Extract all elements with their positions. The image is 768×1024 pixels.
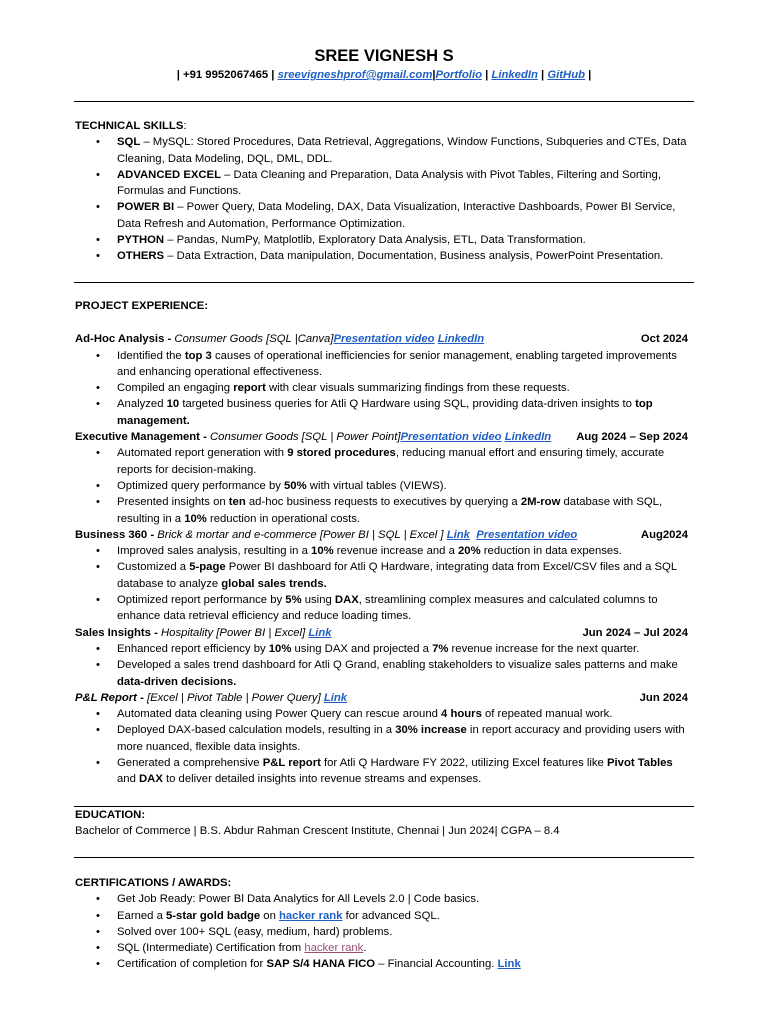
list-item: • Optimized query performance by 50% with virtual tables (VIEWS). (75, 478, 690, 494)
skills-title: TECHNICAL SKILLS (75, 120, 184, 132)
list-item: • Developed a sales trend dashboard for Atli Q Grand, enabling stakeholders to visualize sales patterns and make data-driven decisions. (75, 657, 690, 690)
list-item: • SQL (Intermediate) Certification from hacker rank. (75, 940, 690, 956)
certificate-link[interactable]: Link (497, 958, 521, 971)
list-item: • POWER BI – Power Query, Data Modeling, DAX, Data Visualization, Interactive Dashboards, Power BI Service, Data Refresh and Automation, Performance Optimization. (75, 199, 690, 232)
presentation-video-link[interactable]: Presentation video (476, 528, 578, 541)
project-date: Oct 2024 (640, 333, 688, 346)
list-item: • PYTHON – Pandas, NumPy, Matplotlib, Exploratory Data Analysis, ETL, Data Transformation. (75, 232, 690, 248)
list-item: • Optimized report performance by 5% using DAX, streamlining complex measures and calculated columns to enhance data retrieval efficiency and reduce loading times. (75, 592, 690, 625)
project-date: Aug 2024 – Sep 2024 (576, 431, 688, 444)
project-link[interactable]: Link (308, 626, 332, 639)
project-date: Jun 2024 (639, 691, 688, 704)
education-title: EDUCATION: (75, 809, 146, 821)
contact-line: | +91 9952067465 | sreevigneshprof@gmail.com|Portfolio | LinkedIn | GitHub | (176, 69, 592, 81)
hacker-rank-link[interactable]: hacker rank (279, 909, 343, 922)
project-header: Business 360 - Brick & mortar and e-commerce [Power BI | SQL | Excel ] Link Presentation video Aug2024 (75, 527, 690, 543)
projects-title: PROJECT EXPERIENCE: (75, 300, 209, 312)
linkedin-link[interactable]: LinkedIn (437, 333, 485, 346)
list-item: • OTHERS – Data Extraction, Data manipulation, Documentation, Business analysis, PowerPoint Presentation. (75, 248, 690, 264)
divider (74, 857, 694, 858)
email-link[interactable]: sreevigneshprof@gmail.com (277, 69, 433, 81)
list-item: • Analyzed 10 targeted business queries for Atli Q Hardware using SQL, providing data-driven insights to top management. (75, 396, 690, 429)
projects-section (75, 298, 690, 788)
phone-number: +91 9952067465 (183, 69, 269, 81)
education-section (75, 807, 690, 840)
list-item: • Customized a 5-page Power BI dashboard for Atli Q Hardware, integrating data from Excel/CSV files and a SQL database to analyze global sales trends. (75, 559, 690, 592)
project-link[interactable]: Link (446, 528, 470, 541)
education-detail: Bachelor of Commerce | B.S. Abdur Rahman Crescent Institute, Chennai | Jun 2024| CGPA – 8.4 (75, 825, 560, 838)
list-item: • Earned a 5-star gold badge on hacker rank for advanced SQL. (75, 908, 690, 924)
list-item: • Solved over 100+ SQL (easy, medium, hard) problems. (75, 924, 690, 940)
list-item: • Generated a comprehensive P&L report for Atli Q Hardware FY 2022, utilizing Excel features like Pivot Tables and DAX to deliver detailed insights into revenue streams and expenses. (75, 755, 690, 788)
list-item: • Identified the top 3 causes of operational inefficiencies for senior management, enabling targeted improvements and enhancing operational effectiveness. (75, 348, 690, 381)
presentation-video-link[interactable]: Presentation video (333, 333, 435, 346)
list-item: • Automated report generation with 9 stored procedures, reducing manual effort and ensuring timely, accurate reports for decision-making. (75, 445, 690, 478)
linkedin-link[interactable]: LinkedIn (504, 431, 552, 444)
project-date: Aug2024 (640, 528, 688, 541)
certifications-section (75, 875, 690, 973)
certifications-title: CERTIFICATIONS / AWARDS: (75, 877, 232, 889)
portfolio-link[interactable]: Portfolio (435, 69, 482, 81)
list-item: • Compiled an engaging report with clear visuals summarizing findings from these requests. (75, 380, 690, 396)
list-item: • Get Job Ready: Power Bl Data Analytics for All Levels 2.0 | Code basics. (75, 891, 690, 907)
list-item: • ADVANCED EXCEL – Data Cleaning and Preparation, Data Analysis with Pivot Tables, Filtering and Sorting, Formulas and Functions. (75, 167, 690, 200)
hacker-rank-link[interactable]: hacker rank (304, 942, 364, 955)
skills-section: TECHNICAL SKILLS: • SQL – MySQL: Stored Procedures, Data Retrieval, Aggregations, Window Functions, Subqueries and CTEs, Data Cleaning, Data Modeling, DQL, DML, DDL. • ADVANCED EXCEL – Data Cleaning and Preparation, Data Analysis with Pivot Tables, Filtering and Sorting, Formulas and Functions. • POWER BI – Power Query, Data Modeling, DAX, Data Visualization, Interactive Dashboards, Power BI Service, Data Refresh and Automation, Performance Optimization. • PYTHON – Pandas, NumPy, Matplotlib, Exploratory Data Analysis, ETL, Data Transformation. • OTHERS – Data Extraction, Data manipulation, Documentation, Business analysis, PowerPoint Presentation. (75, 118, 690, 265)
list-item: • Automated data cleaning using Power Query can rescue around 4 hours of repeated manual work. (75, 706, 690, 722)
project-header: Sales Insights - Hospitality [Power BI | Excel] Link Jun 2024 – Jul 2024 (75, 625, 690, 641)
list-item: • Improved sales analysis, resulting in a 10% revenue increase and a 20% reduction in data expenses. (75, 543, 690, 559)
linkedin-link[interactable]: LinkedIn (491, 69, 538, 81)
candidate-name: SREE VIGNESH S (314, 47, 454, 65)
list-item: • SQL – MySQL: Stored Procedures, Data Retrieval, Aggregations, Window Functions, Subqueries and CTEs, Data Cleaning, Data Modeling, DQL, DML, DDL. (75, 134, 690, 167)
list-item: • Enhanced report efficiency by 10% using DAX and projected a 7% revenue increase for the next quarter. (75, 641, 690, 657)
skills-list (75, 134, 690, 264)
project-header: Executive Management - Consumer Goods [SQL | Power Point]Presentation video LinkedIn Aug 2024 – Sep 2024 (75, 429, 690, 445)
divider (74, 282, 694, 283)
project-header: P&L Report - [Excel | Pivot Table | Power Query] Link Jun 2024 (75, 690, 690, 706)
list-item: • Presented insights on ten ad-hoc business requests to executives by querying a 2M-row database with SQL, resulting in a 10% reduction in operational costs. (75, 494, 690, 527)
github-link[interactable]: GitHub (547, 69, 585, 81)
project-link[interactable]: Link (323, 691, 348, 704)
list-item: • Certification of completion for SAP S/4 HANA FICO – Financial Accounting. Link (75, 956, 690, 972)
presentation-video-link[interactable]: Presentation video (400, 431, 502, 444)
divider (74, 101, 694, 102)
list-item: • Deployed DAX-based calculation models, resulting in a 30% increase in report accuracy and providing users with more nuanced, flexible data insights. (75, 722, 690, 755)
project-header: Ad-Hoc Analysis - Consumer Goods [SQL |Canva]Presentation video LinkedIn Oct 2024 (75, 331, 690, 347)
project-date: Jun 2024 – Jul 2024 (582, 626, 688, 639)
